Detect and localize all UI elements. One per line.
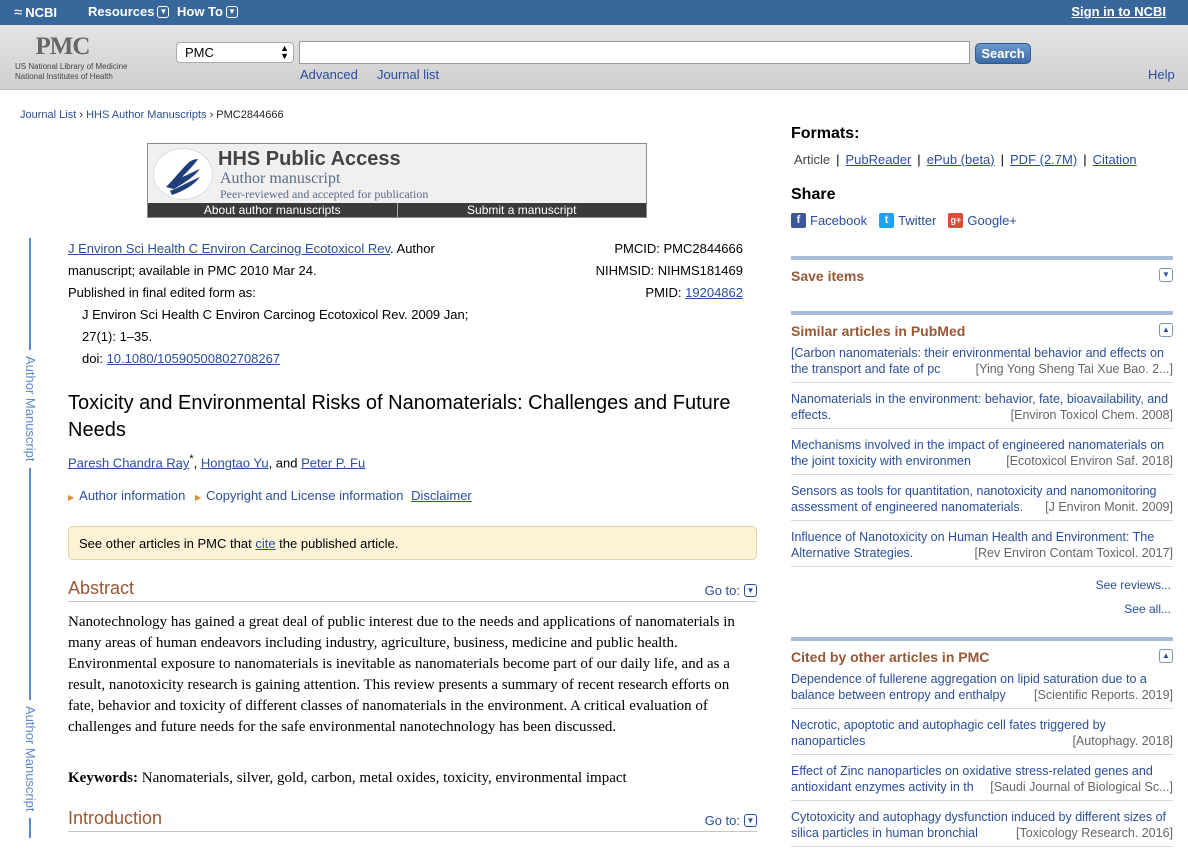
goto-menu[interactable]	[705, 583, 757, 598]
list-item-source: [Rev Environ Contam Toxicol. 2017]	[974, 546, 1173, 560]
resources-menu[interactable]	[88, 4, 169, 19]
list-item[interactable]	[791, 807, 1173, 847]
list-item-source: [Toxicology Research. 2016]	[1015, 826, 1173, 840]
cite-notice	[68, 526, 757, 560]
format-sep: |	[1000, 152, 1005, 167]
list-item[interactable]	[791, 435, 1173, 475]
list-item-source: [Environ Toxicol Chem. 2008]	[1010, 408, 1173, 422]
format-article: Article	[794, 152, 831, 167]
similar-articles-panel	[791, 311, 1173, 621]
sign-in-link[interactable]: Sign in to NCBI	[1071, 4, 1166, 19]
list-item[interactable]	[791, 761, 1173, 801]
abstract-heading: Abstract	[68, 578, 135, 598]
abstract-text: Nanotechnology has gained a great deal of public interest due to the needs and applications of nanomaterials in many areas of human endeavors including industry, agriculture, business, medicine and public health. Environmental exposure to nanomaterials is inevitable as nanomaterials become part of our daily life, and as a result, nanotoxicity research is gaining attention. This review presents a summary of recent research efforts on fate, behavior and toxicity of different classes of nanomaterials in the environment. A critical evaluation of challenges and future needs for the safe environmental nanotechnology has been discussed.	[68, 614, 735, 735]
share-heading: Share	[791, 186, 836, 203]
abstract-heading-row	[68, 578, 757, 602]
see-reviews-link[interactable]: See reviews...	[1095, 578, 1171, 592]
save-items-panel	[791, 256, 1173, 284]
nihmsid: NIHMSID: NIHMS181469	[595, 263, 743, 278]
submit-manuscript-link[interactable]: Submit a manuscript	[397, 203, 647, 217]
introduction-heading: Introduction	[68, 808, 163, 828]
journal-link[interactable]: J Environ Sci Health C Environ Carcinog Ecotoxicol Rev	[68, 241, 391, 256]
format-sep: |	[917, 152, 921, 167]
database-select[interactable]	[176, 42, 294, 63]
format-sep: |	[1083, 152, 1087, 167]
pmc-header	[0, 25, 1188, 90]
resources-label: Resources	[88, 4, 155, 19]
save-items-heading[interactable]: Save items	[791, 268, 865, 284]
keywords-label: Keywords:	[68, 770, 138, 786]
introduction-heading-row	[68, 808, 757, 832]
list-item[interactable]	[791, 527, 1173, 567]
hhs-title: HHS Public Access	[218, 148, 401, 170]
hhs-subtitle-2: Peer-reviewed and accepted for publication	[220, 187, 429, 201]
pmid-link[interactable]: 19204862	[685, 285, 743, 300]
list-item-title[interactable]: [Carbon nanomaterials: their environmental behavior and effects on the transport and fate of pc	[791, 346, 1164, 376]
cited-list	[791, 669, 1173, 847]
list-item-title[interactable]: Cytotoxicity and autophagy dysfunction induced by different sizes of silica particles in human bronchial	[791, 810, 1166, 840]
breadcrumb	[20, 109, 284, 121]
citation-line4: J Environ Sci Health C Environ Carcinog Ecotoxicol Rev. 2009 Jan;	[82, 307, 469, 322]
doi-label: doi:	[82, 351, 107, 366]
formats-list	[794, 152, 1137, 167]
twitter-share[interactable]	[879, 213, 936, 228]
formats-heading: Formats:	[791, 125, 860, 142]
chevron-down-icon: ▼	[744, 814, 757, 827]
copyright-toggle[interactable]: Copyright and License information	[206, 488, 404, 503]
select-arrows-icon: ▲ ▼	[280, 43, 289, 61]
twitter-icon: t	[879, 213, 894, 228]
citation-line5: 27(1): 1–35.	[82, 329, 153, 344]
ncbi-brand: NCBI	[25, 5, 58, 20]
author-separator: , and	[268, 455, 302, 471]
list-item[interactable]	[791, 389, 1173, 429]
facebook-share[interactable]	[791, 213, 867, 228]
author-separator: ,	[193, 455, 201, 471]
about-author-manuscripts-link[interactable]: About author manuscripts	[203, 203, 341, 217]
facebook-icon: f	[791, 213, 806, 228]
google-plus-icon: g+	[948, 213, 963, 228]
howto-menu[interactable]	[177, 4, 238, 19]
citation-block	[68, 238, 508, 370]
pmc-logo[interactable]	[15, 34, 155, 82]
see-all-link[interactable]: See all...	[1124, 602, 1171, 616]
list-item-title[interactable]: Sensors as tools for quantitation, nanotoxicity and nanomonitoring assessment of engineered nanomaterials.	[791, 484, 1157, 514]
breadcrumb-separator: ›	[79, 109, 87, 121]
citation-line2: manuscript; available in PMC 2010 Mar 24.	[68, 263, 317, 278]
author-info-row	[68, 488, 472, 503]
citation-author-text: . Author	[390, 241, 435, 256]
search-button[interactable]: Search	[975, 43, 1031, 64]
list-item-source: [Ecotoxicol Environ Saf. 2018]	[1006, 454, 1173, 468]
howto-label: How To	[177, 4, 223, 19]
list-item-source: [Ying Yong Sheng Tai Xue Bao. 2...]	[975, 362, 1173, 376]
doi-link[interactable]: 10.1080/10590500802708267	[106, 351, 281, 366]
keywords	[68, 770, 627, 787]
pmcid: PMCID: PMC2844666	[614, 241, 743, 256]
hhs-eagle-logo-icon	[153, 148, 213, 200]
similar-heading: Similar articles in PubMed	[791, 323, 966, 339]
breadcrumb-current: PMC2844666	[216, 109, 284, 121]
breadcrumb-hhs[interactable]: HHS Author Manuscripts	[86, 109, 207, 121]
chevron-down-icon[interactable]: ▼	[1159, 268, 1173, 282]
logo-line2: National Institutes of Health	[15, 72, 113, 81]
author-manuscript-side-label: Author Manuscript	[23, 700, 38, 818]
list-item[interactable]	[791, 481, 1173, 521]
cite-notice-post: the published article.	[275, 536, 399, 551]
author-information-toggle[interactable]: Author information	[79, 488, 186, 503]
chevron-down-icon: ▼	[744, 584, 757, 597]
format-epub[interactable]: ePub (beta)	[926, 152, 995, 167]
breadcrumb-separator: ›	[209, 109, 217, 121]
list-item-source: [J Environ Monit. 2009]	[1045, 500, 1173, 514]
cited-by-panel	[791, 637, 1173, 853]
journal-list-link[interactable]: Journal list	[377, 67, 440, 82]
author-link[interactable]: Peter P. Fu	[301, 455, 366, 471]
ncbi-helix-icon: ≈	[14, 4, 23, 21]
advanced-link[interactable]: Advanced	[300, 67, 358, 82]
keywords-values: Nanomaterials, silver, gold, carbon, metal oxides, toxicity, environmental impact	[138, 770, 627, 786]
format-citation[interactable]: Citation	[1092, 152, 1137, 167]
citation-line3: Published in final edited form as:	[68, 285, 256, 300]
author-link[interactable]: Hongtao Yu	[200, 455, 269, 471]
list-item[interactable]	[791, 343, 1173, 383]
list-item-title[interactable]: Effect of Zinc nanoparticles on oxidative stress-related genes and antioxidant enzymes activity in th	[791, 764, 1153, 794]
pmid-label: PMID:	[645, 285, 686, 300]
corresponding-mark: *	[189, 453, 194, 465]
list-item-title[interactable]: Dependence of fullerene aggregation on lipid saturation due to a balance between entropy and enthalpy	[791, 672, 1147, 702]
cited-heading: Cited by other articles in PMC	[791, 649, 990, 665]
cite-link[interactable]: cite	[255, 536, 276, 551]
list-item-title[interactable]: Nanomaterials in the environment: behavior, fate, bioavailability, and effects.	[791, 392, 1169, 422]
cite-notice-pre: See other articles in PMC that	[79, 536, 256, 551]
disclaimer-link[interactable]: Disclaimer	[411, 488, 472, 503]
help-link[interactable]: Help	[1148, 67, 1175, 82]
author-list	[68, 453, 365, 470]
list-item-title[interactable]: Mechanisms involved in the impact of engineered nanomaterials on the joint toxicity with environmen	[791, 438, 1165, 468]
author-link[interactable]: Paresh Chandra Ray	[68, 455, 190, 471]
goto-menu[interactable]	[705, 813, 757, 828]
chevron-down-icon: ▼	[226, 6, 238, 18]
chevron-up-icon[interactable]: ▲	[1159, 323, 1173, 337]
chevron-up-icon[interactable]: ▲	[1159, 649, 1173, 663]
pmc-logo-text: PMC	[35, 33, 90, 60]
twitter-label: Twitter	[898, 213, 937, 228]
list-item-source: [Scientific Reports. 2019]	[1034, 688, 1173, 702]
goto-label: Go to:	[704, 813, 740, 828]
hhs-subtitle: Author manuscript	[220, 170, 341, 187]
ncbi-top-bar	[0, 0, 1188, 25]
list-item-title[interactable]: Necrotic, apoptotic and autophagic cell fates triggered by nanoparticles	[791, 718, 1106, 748]
logo-line1: US National Library of Medicine	[15, 62, 128, 71]
triangle-right-icon: ▶	[195, 493, 202, 502]
author-manuscript-side-label: Author Manuscript	[23, 350, 38, 468]
format-pubreader[interactable]: PubReader	[845, 152, 912, 167]
article-ids	[560, 238, 743, 304]
format-pdf[interactable]: PDF (2.7M)	[1010, 152, 1078, 167]
google-share[interactable]	[948, 213, 1017, 228]
facebook-label: Facebook	[810, 213, 868, 228]
goto-label: Go to:	[704, 583, 740, 598]
similar-list	[791, 343, 1173, 567]
article-title: Toxicity and Environmental Risks of Nanomaterials: Challenges and Future Needs	[68, 392, 731, 441]
breadcrumb-journal-list[interactable]: Journal List	[20, 109, 77, 121]
hhs-links-bar	[148, 203, 646, 217]
hhs-public-access-banner	[147, 143, 647, 218]
google-label: Google+	[967, 213, 1017, 228]
chevron-down-icon: ▼	[157, 6, 169, 18]
database-select-value: PMC	[185, 45, 214, 60]
list-item[interactable]	[791, 669, 1173, 709]
triangle-right-icon: ▶	[68, 493, 75, 502]
list-item-title[interactable]: Influence of Nanotoxicity on Human Health and Environment: The Alternative Strategies.	[791, 530, 1155, 560]
share-links	[791, 213, 1017, 228]
list-item-source: [Saudi Journal of Biological Sc...]	[990, 780, 1173, 794]
search-input[interactable]	[299, 41, 970, 64]
list-item-source: [Autophagy. 2018]	[1072, 734, 1173, 748]
format-sep: |	[836, 152, 840, 167]
list-item[interactable]	[791, 715, 1173, 755]
ncbi-logo[interactable]	[14, 4, 57, 21]
